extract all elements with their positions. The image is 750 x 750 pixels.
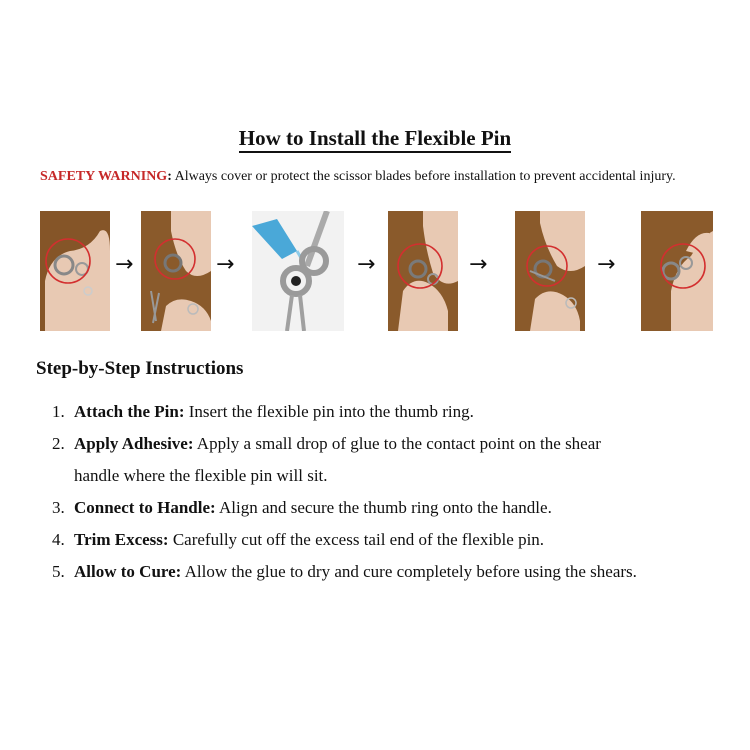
arrow-2-icon: → [216,252,235,277]
arrow-1-icon: → [115,252,134,277]
hand-finished-shears-photo [641,211,713,331]
hand-inserting-pin-photo [141,211,211,331]
step-4 [52,524,732,556]
section-heading: Step-by-Step Instructions [36,358,244,379]
warning-label: SAFETY WARNING [40,169,168,184]
step-label: Connect to Handle: [74,498,216,517]
step-label: Allow to Cure: [74,562,182,581]
page-title [0,126,750,151]
page-title-text: How to Install the Flexible Pin [239,126,511,153]
step-text: Apply a small drop of glue to the contact point on the shear [193,434,601,453]
warning-text: Always cover or protect the scissor blades before installation to prevent accidental injury. [171,169,676,184]
step-text: Align and secure the thumb ring onto the handle. [215,498,552,517]
step-2 [52,428,732,492]
arrow-4-icon: → [469,252,488,277]
step-text: Carefully cut off the excess tail end of the flexible pin. [168,530,545,549]
step-3 [52,492,732,524]
step-number: 2. [52,434,65,453]
glue-applicator-photo [252,211,344,331]
step-label: Trim Excess: [74,530,169,549]
hand-holding-scissors-photo [40,211,110,331]
hand-trimming-pin-photo [515,211,585,331]
step-number: 3. [52,498,65,517]
step-number: 4. [52,530,65,549]
hand-connecting-handle-photo [388,211,458,331]
step-label: Attach the Pin: [74,402,185,421]
warning-colon: : [167,169,172,184]
safety-warning [40,169,730,185]
step-1 [52,396,732,428]
instruction-list [52,396,732,588]
step-text: Insert the flexible pin into the thumb ring. [184,402,474,421]
step-number: 1. [52,402,65,421]
step-text: Allow the glue to dry and cure completely before using the shears. [181,562,637,581]
arrow-3-icon: → [357,252,376,277]
step-label: Apply Adhesive: [74,434,194,453]
step-number: 5. [52,562,65,581]
step-text-continued: handle where the flexible pin will sit. [74,466,328,485]
arrow-5-icon: → [597,252,616,277]
step-5 [52,556,732,588]
